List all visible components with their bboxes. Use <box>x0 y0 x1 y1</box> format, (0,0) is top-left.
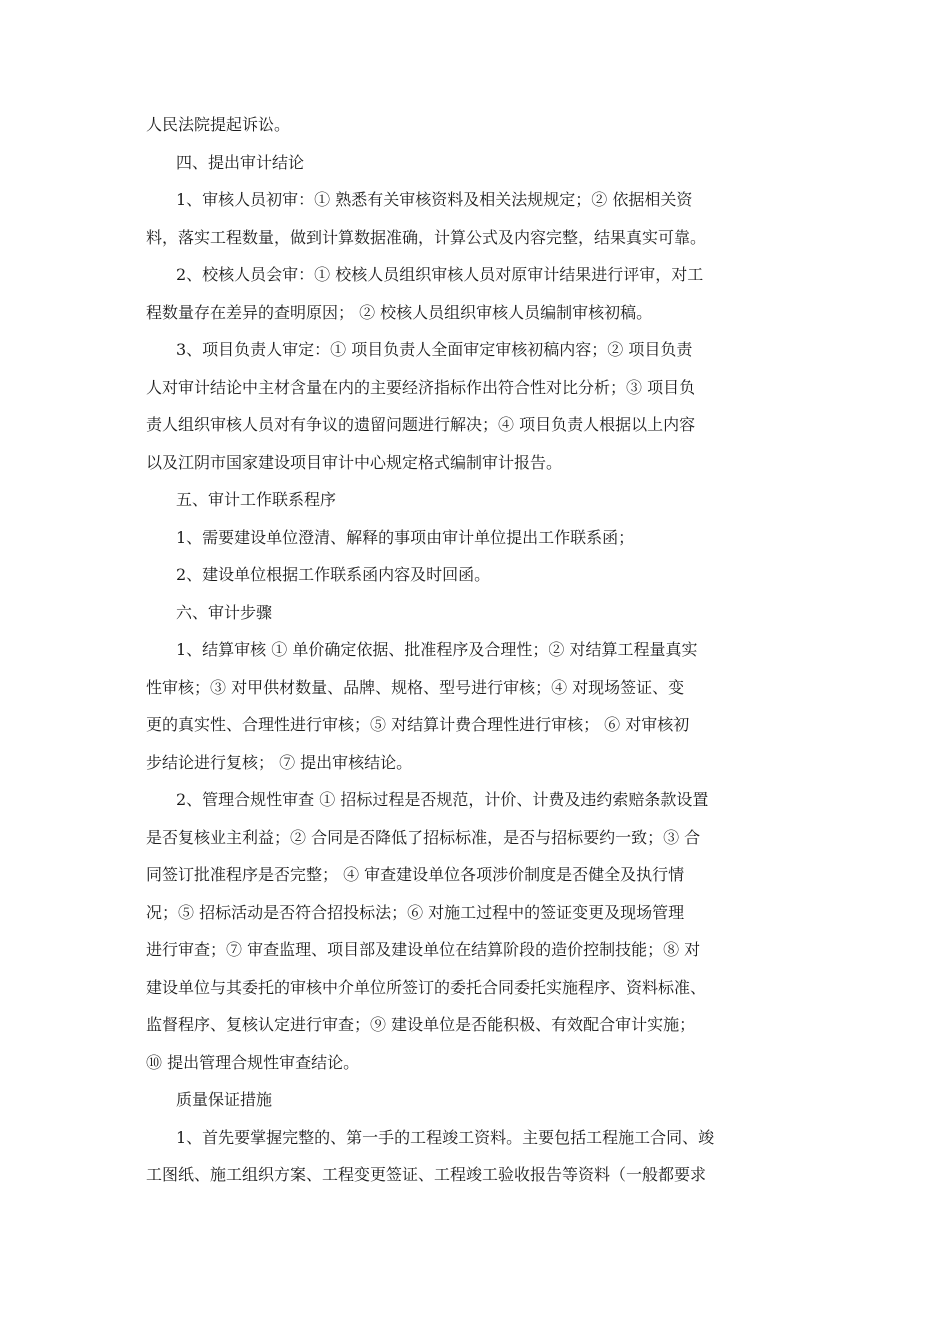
l8: 责人组织审核人员对有争议的遗留问题进行解决；④ 项目负责人根据以上内容 <box>146 415 696 434</box>
l20: 同签订批准程序是否完整； ④ 审查建设单位各项涉价制度是否健全及执行情 <box>146 865 685 884</box>
l15: 性审核；③ 对甲供材数量、品牌、规格、型号进行审核；④ 对现场签证、变 <box>146 677 685 697</box>
l2: 1、审核人员初审：① 熟悉有关审核资料及相关法规规定；② 依据相关资 <box>176 190 693 209</box>
l28: 工图纸、施工组织方案、工程变更签证、工程竣工验收报告等资料（一般都要求 <box>146 1165 707 1184</box>
l21: 况；⑤ 招标活动是否符合招投标法；⑥ 对施工过程中的签证变更及现场管理 <box>146 902 685 922</box>
l5: 程数量存在差异的查明原因； ② 校核人员组织审核人员编制审核初稿。 <box>146 302 653 322</box>
l7: 人对审计结论中主材含量在内的主要经济指标作出符合性对比分析；③ 项目负 <box>146 377 696 397</box>
document-page <box>146 112 810 1200</box>
l25: ⑩ 提出管理合规性审查结论。 <box>146 1052 360 1072</box>
l14: 1、结算审核 ① 单价确定依据、批准程序及合理性；② 对结算工程量真实 <box>176 640 698 659</box>
l0: 人民法院提起诉讼。 <box>146 115 291 134</box>
l6: 3、项目负责人审定：① 项目负责人全面审定审核初稿内容；② 项目负责 <box>176 340 693 359</box>
l12: 2、建设单位根据工作联系函内容及时回函。 <box>176 565 491 584</box>
l24: 监督程序、复核认定进行审查；⑨ 建设单位是否能积极、有效配合审计实施； <box>146 1015 696 1034</box>
l13: 六、审计步骤 <box>176 602 273 622</box>
l26: 质量保证措施 <box>176 1090 273 1109</box>
l9: 以及江阴市国家建设项目审计中心规定格式编制审计报告。 <box>146 452 563 472</box>
l1: 四、提出审计结论 <box>176 152 305 172</box>
l3: 料，落实工程数量，做到计算数据准确，计算公式及内容完整，结果真实可靠。 <box>146 227 707 247</box>
l19: 是否复核业主利益；② 合同是否降低了招标标准，是否与招标要约一致；③ 合 <box>146 827 701 847</box>
l11: 1、需要建设单位澄清、解释的事项由审计单位提出工作联系函； <box>176 527 635 547</box>
l18: 2、管理合规性审查 ① 招标过程是否规范，计价、计费及违约索赔条款设置 <box>176 790 709 809</box>
l10: 五、审计工作联系程序 <box>176 490 337 509</box>
l22: 进行审查；⑦ 审查监理、项目部及建设单位在结算阶段的造价控制技能；⑧ 对 <box>146 940 701 959</box>
l16: 更的真实性、合理性进行审核；⑤ 对结算计费合理性进行审核； ⑥ 对审核初 <box>146 715 690 734</box>
l27: 1、首先要掌握完整的、第一手的工程竣工资料。主要包括工程施工合同、竣 <box>176 1127 715 1147</box>
l23: 建设单位与其委托的审核中介单位所签订的委托合同委托实施程序、资料标准、 <box>146 977 707 997</box>
l17: 步结论进行复核； ⑦ 提出审核结论。 <box>146 752 413 772</box>
l4: 2、校核人员会审：① 校核人员组织审核人员对原审计结果进行评审，对工 <box>176 265 704 284</box>
